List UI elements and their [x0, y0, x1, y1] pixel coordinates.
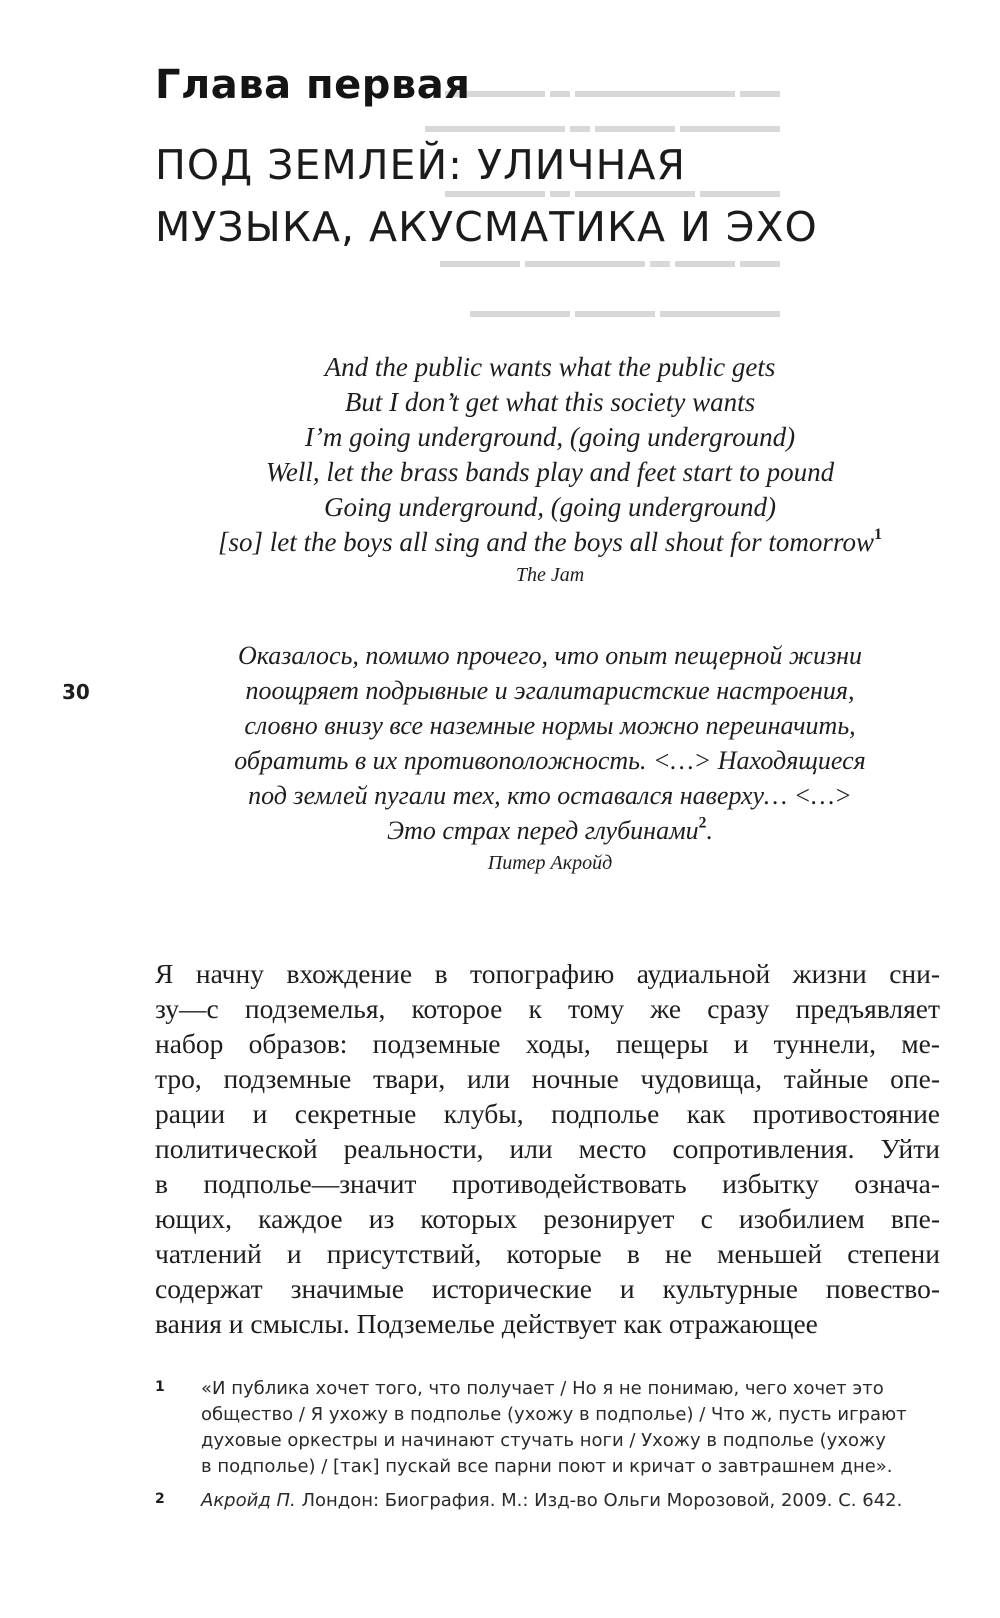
- epigraph-line: And the public wants what the public gets: [324, 352, 776, 382]
- footnote-line: духовые оркестры и начинают стучать ноги / Ухожу в подполье (ухожу: [201, 1430, 886, 1451]
- epigraph-song: [160, 350, 940, 587]
- epigraph-line: поощряет подрывные и эгалитаристские настроения,: [245, 676, 855, 705]
- body-line: Я начну вхождение в топографию аудиальной жизни сни-: [155, 958, 940, 989]
- body-line: ющих, каждое из которых резонирует с изобилием впе-: [155, 1203, 940, 1234]
- epigraph-line: Going underground, (going underground): [324, 492, 776, 522]
- chapter-title-line: ПОД ЗЕМЛЕЙ: УЛИЧНАЯ: [155, 141, 686, 189]
- chapter-title-line: МУЗЫКА, АКУСМАТИКА И ЭХО: [155, 203, 818, 251]
- epigraph-line: But I don’t get what this society wants: [344, 387, 756, 417]
- body-line: политической реальности, или место сопротивления. Уйти: [155, 1133, 940, 1164]
- footnote-line: [201, 1488, 945, 1514]
- footnote-text: [201, 1488, 945, 1514]
- body-line: в подполье—значит противодействовать избытку означа-: [155, 1168, 940, 1199]
- bleed-through: ▬▬ ▬▬▬ ▬ ▬▬▬▬▬▬ ▬▬▬▬: [440, 250, 780, 272]
- body-line: рации и секретные клубы, подполье как противостояние: [155, 1098, 940, 1129]
- chapter-title: [155, 134, 818, 258]
- chapter-label: Глава первая: [155, 62, 471, 108]
- footnote-citation: Лондон: Биография. М.: Изд-во Ольги Морозовой, 2009. С. 642.: [295, 1490, 903, 1511]
- body-paragraph: [155, 956, 940, 1341]
- footnote-line: «И публика хочет того, что получает / Но я не понимаю, чего хочет это: [201, 1378, 884, 1399]
- footnote-author: Акройд П.: [201, 1490, 296, 1511]
- footnote-number: 2: [155, 1491, 165, 1507]
- epigraph-line: [160, 525, 940, 560]
- bleed-through: ▬▬ ▬▬▬▬▬▬▬▬ ▬ ▬▬▬▬▬: [445, 80, 780, 102]
- epigraph-line: I’m going underground, (going underground): [304, 422, 796, 452]
- epigraph-quote: [160, 638, 940, 875]
- bleed-through: ▬▬▬▬ ▬▬▬▬▬▬ ▬ ▬▬▬▬▬: [445, 180, 780, 202]
- footnote: [155, 1376, 945, 1480]
- epigraph-attribution: Питер Акройд: [487, 852, 613, 874]
- epigraph-line-text: [so] let the boys all sing and the boys all shout for tomorrow: [217, 527, 874, 557]
- footnote-text: [201, 1376, 945, 1480]
- epigraph-line: [160, 813, 940, 848]
- footnote-ref: 1: [873, 524, 883, 543]
- body-line: набор образов: подземные ходы, пещеры и туннели, ме-: [155, 1028, 940, 1059]
- body-line: чатлений и присутствий, которые в не меньшей степени: [155, 1238, 940, 1269]
- body-line: содержат значимые исторические и культурные повество-: [155, 1273, 940, 1304]
- epigraph-attribution: The Jam: [515, 564, 585, 586]
- footnotes: [155, 1376, 945, 1522]
- epigraph-line: Оказалось, помимо прочего, что опыт пещерной жизни: [237, 641, 863, 670]
- epigraph-line-text: Это страх перед глубинами: [387, 816, 699, 845]
- body-line: зу—с подземелья, которое к тому же сразу предъявляет: [155, 993, 940, 1024]
- page-number: 30: [62, 680, 90, 704]
- footnote-line: общество / Я ухожу в подполье (ухожу в подполье) / Что ж, пусть играют: [201, 1404, 907, 1425]
- body-line: вания и смыслы. Подземелье действует как отражающее: [155, 1308, 818, 1339]
- footnote: [155, 1488, 945, 1514]
- bleed-through: ▬▬▬▬▬▬ ▬▬▬▬ ▬▬▬▬▬: [470, 300, 780, 322]
- epigraph-line: под землей пугали тех, кто оставался наверху… <…>: [248, 781, 852, 810]
- bleed-through: ▬▬▬▬▬ ▬▬▬▬ ▬ ▬▬▬▬▬▬▬: [425, 115, 780, 137]
- end-punct: .: [706, 816, 713, 845]
- footnote-line: в подполье) / [так] пускай все парни поют и кричат о завтрашнем дне».: [201, 1456, 893, 1477]
- epigraph-line: обратить в их противоположность. <…> Находящиеся: [234, 746, 866, 775]
- body-line: тро, подземные твари, или ночные чудовища, тайные опе-: [155, 1063, 940, 1094]
- footnote-ref: 2: [698, 814, 707, 832]
- epigraph-line: Well, let the brass bands play and feet start to pound: [265, 457, 835, 487]
- epigraph-line: словно внизу все наземные нормы можно переиначить,: [244, 711, 856, 740]
- footnote-number: 1: [155, 1379, 165, 1395]
